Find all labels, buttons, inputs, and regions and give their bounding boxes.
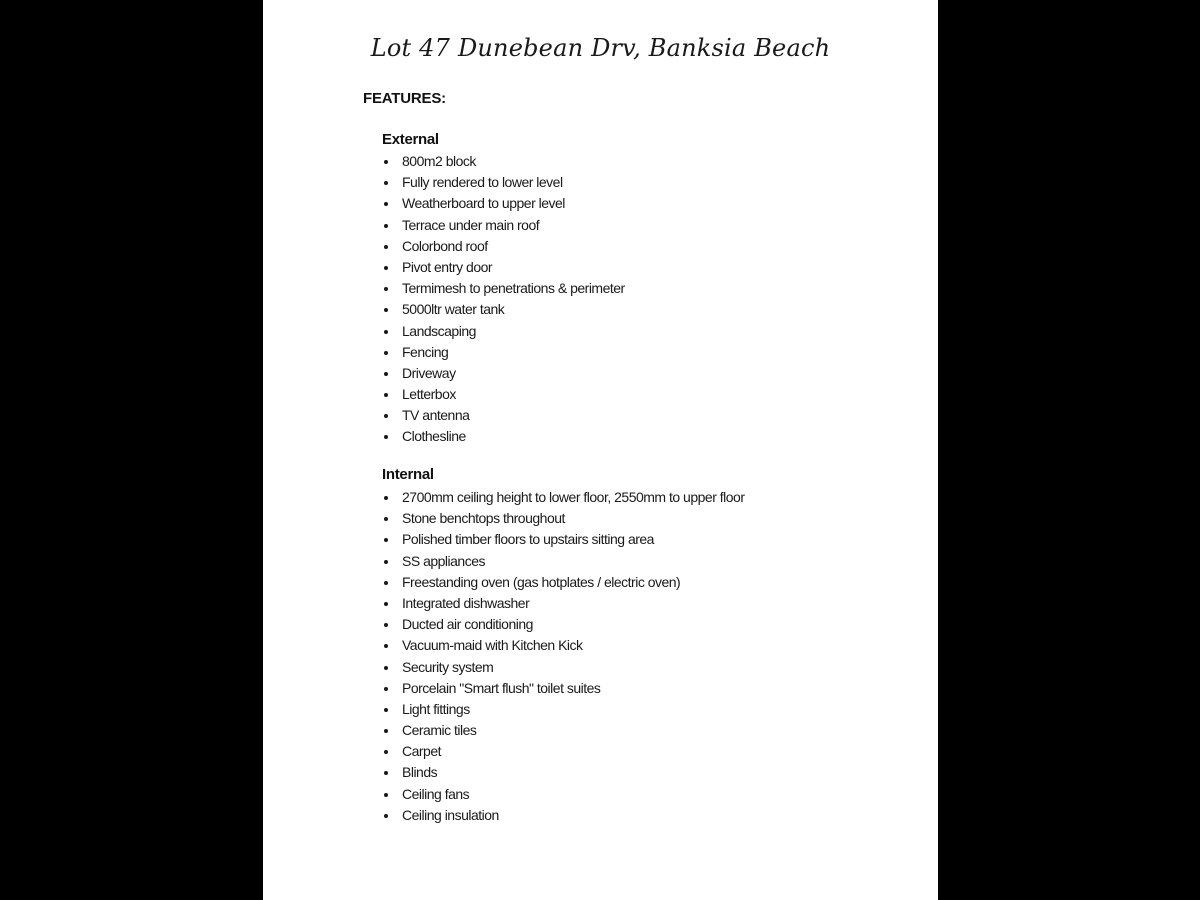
list-item-text: Stone benchtops throughout bbox=[402, 510, 565, 527]
bullet-icon bbox=[384, 160, 388, 164]
list-item-text: Freestanding oven (gas hotplates / electric oven) bbox=[402, 573, 681, 590]
list-item-text: Vacuum-maid with Kitchen Kick bbox=[402, 637, 583, 654]
list-item-text: Porcelain "Smart flush" toilet suites bbox=[402, 679, 601, 696]
list-item bbox=[382, 193, 625, 214]
list-item-text: Colorbond roof bbox=[402, 237, 488, 254]
bullet-icon bbox=[384, 560, 388, 564]
list-item-text: SS appliances bbox=[402, 552, 486, 569]
list-item bbox=[382, 635, 744, 656]
bullet-icon bbox=[384, 729, 388, 733]
list-item bbox=[382, 236, 625, 257]
list-item-text: Driveway bbox=[402, 364, 456, 381]
bullet-icon bbox=[384, 602, 388, 606]
list-item-text: Light fittings bbox=[402, 700, 470, 717]
list-item bbox=[382, 593, 744, 614]
list-item-text: Landscaping bbox=[402, 322, 476, 339]
list-item-text: Ceramic tiles bbox=[402, 722, 477, 739]
section-heading-internal: Internal bbox=[382, 466, 434, 483]
list-item bbox=[382, 762, 744, 783]
list-item bbox=[382, 508, 744, 529]
list-item bbox=[382, 363, 625, 384]
list-item-text: Ceiling insulation bbox=[402, 806, 499, 823]
list-item-text: Security system bbox=[402, 658, 494, 675]
bullet-icon bbox=[384, 181, 388, 185]
external-features-list bbox=[382, 151, 625, 448]
bullet-icon bbox=[384, 666, 388, 670]
list-item bbox=[382, 384, 625, 405]
bullet-icon bbox=[384, 224, 388, 228]
bullet-icon bbox=[384, 287, 388, 291]
list-item-text: Integrated dishwasher bbox=[402, 594, 530, 611]
bullet-icon bbox=[384, 435, 388, 439]
list-item-text: TV antenna bbox=[402, 407, 470, 424]
section-heading-external: External bbox=[382, 131, 439, 148]
bullet-icon bbox=[384, 581, 388, 585]
list-item-text: 5000ltr water tank bbox=[402, 301, 505, 318]
list-item-text: Pivot entry door bbox=[402, 258, 493, 275]
list-item bbox=[382, 215, 625, 236]
list-item bbox=[382, 720, 744, 741]
bullet-icon bbox=[384, 517, 388, 521]
list-item-text: Letterbox bbox=[402, 386, 456, 403]
list-item bbox=[382, 699, 744, 720]
list-item bbox=[382, 805, 744, 826]
list-item-text: Blinds bbox=[402, 764, 438, 781]
bullet-icon bbox=[384, 814, 388, 818]
bullet-icon bbox=[384, 496, 388, 500]
list-item-text: Ducted air conditioning bbox=[402, 616, 533, 633]
bullet-icon bbox=[384, 330, 388, 334]
list-item-text: Termimesh to penetrations & perimeter bbox=[402, 280, 625, 297]
bullet-icon bbox=[384, 538, 388, 542]
list-item bbox=[382, 678, 744, 699]
list-item bbox=[382, 784, 744, 805]
list-item bbox=[382, 426, 625, 447]
list-item-text: Terrace under main roof bbox=[402, 216, 540, 233]
list-item bbox=[382, 614, 744, 635]
list-item bbox=[382, 572, 744, 593]
bullet-icon bbox=[384, 372, 388, 376]
list-item-text: Polished timber floors to upstairs sitting area bbox=[402, 531, 654, 548]
list-item bbox=[382, 172, 625, 193]
bullet-icon bbox=[384, 308, 388, 312]
list-item bbox=[382, 551, 744, 572]
bullet-icon bbox=[384, 687, 388, 691]
list-item bbox=[382, 741, 744, 762]
bullet-icon bbox=[384, 644, 388, 648]
list-item bbox=[382, 299, 625, 320]
bullet-icon bbox=[384, 623, 388, 627]
list-item bbox=[382, 405, 625, 426]
list-item-text: Clothesline bbox=[402, 428, 466, 445]
features-heading: FEATURES: bbox=[363, 90, 446, 107]
list-item-text: Ceiling fans bbox=[402, 785, 470, 802]
bullet-icon bbox=[384, 708, 388, 712]
bullet-icon bbox=[384, 351, 388, 355]
bullet-icon bbox=[384, 793, 388, 797]
list-item-text: Fencing bbox=[402, 343, 449, 360]
document-title: Lot 47 Dunebean Drv, Banksia Beach bbox=[370, 34, 831, 62]
list-item bbox=[382, 529, 744, 550]
list-item-text: 2700mm ceiling height to lower floor, 2550mm to upper floor bbox=[402, 489, 745, 505]
list-item bbox=[382, 657, 744, 678]
bullet-icon bbox=[384, 771, 388, 775]
bullet-icon bbox=[384, 245, 388, 249]
bullet-icon bbox=[384, 393, 388, 397]
list-item bbox=[382, 321, 625, 342]
document-page bbox=[263, 0, 938, 900]
list-item bbox=[382, 278, 625, 299]
bullet-icon bbox=[384, 202, 388, 206]
list-item-text: Carpet bbox=[402, 743, 442, 760]
bullet-icon bbox=[384, 750, 388, 754]
list-item bbox=[382, 151, 625, 172]
list-item-text: Weatherboard to upper level bbox=[402, 195, 565, 212]
list-item-text: 800m2 block bbox=[402, 153, 476, 169]
bullet-icon bbox=[384, 266, 388, 270]
list-item bbox=[382, 487, 744, 508]
list-item bbox=[382, 342, 625, 363]
list-item bbox=[382, 257, 625, 278]
bullet-icon bbox=[384, 414, 388, 418]
list-item-text: Fully rendered to lower level bbox=[402, 174, 563, 191]
internal-features-list bbox=[382, 487, 744, 826]
